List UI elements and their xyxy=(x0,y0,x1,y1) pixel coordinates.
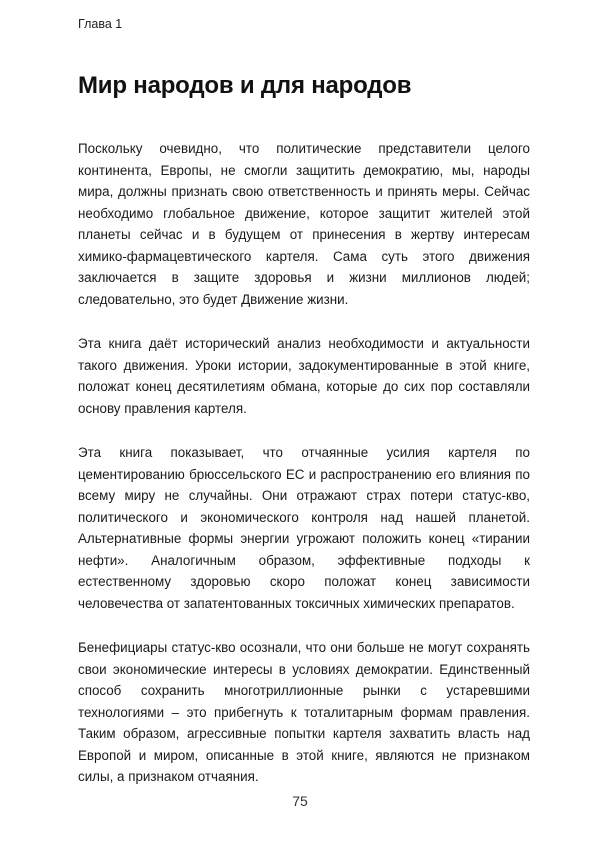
paragraph-2: Эта книга даёт исторический анализ необходимости и актуальности такого движения. Уроки истории, задокументированные в этой книге, положат конец десятилетиям обмана, которые до сих пор составляли основу правления картеля. xyxy=(78,336,530,416)
running-header: Глава 1 xyxy=(78,17,123,31)
page-number: 75 xyxy=(292,793,308,809)
paragraph-4: Бенефициары статус-кво осознали, что они больше не могут сохранять свои экономические интересы в условиях демократии. Единственный способ сохранить многотриллионные рынки с устаревшими технологиями – это прибегнуть к тоталитарным формам правления. Таким образом, агрессивные попытки картеля захватить власть над Европой и миром, описанные в этой книге, являются не признаком силы, а признаком отчаяния. xyxy=(78,640,530,784)
paragraph-1: Поскольку очевидно, что политические представители целого континента, Европы, не смогли защитить демократию, мы, народы мира, должны признать свою ответственность и принять меры. Сейчас необходимо глобальное движение, которое защитит жителей этой планеты сейчас и в будущем от принесения в жертву интересам химико-фармацевтического картеля. Сама суть этого движения заключается в защите здоровья и жизни миллионов людей; следовательно, это будет Движение жизни. xyxy=(78,141,530,307)
chapter-title: Мир народов и для народов xyxy=(78,72,412,99)
paragraph-3: Эта книга показывает, что отчаянные усилия картеля по цементированию брюссельского ЕС и распространению его влияния по всему миру не случайны. Они отражают страх потери статус-кво, политического и экономического контроля над нашей планетой. Альтернативные формы энергии угрожают положить конец «тирании нефти». Аналогичным образом, эффективные подходы к естественному здоровью скоро положат конец зависимости человечества от запатентованных токсичных химических препаратов. xyxy=(78,445,530,611)
body-text xyxy=(78,138,530,811)
